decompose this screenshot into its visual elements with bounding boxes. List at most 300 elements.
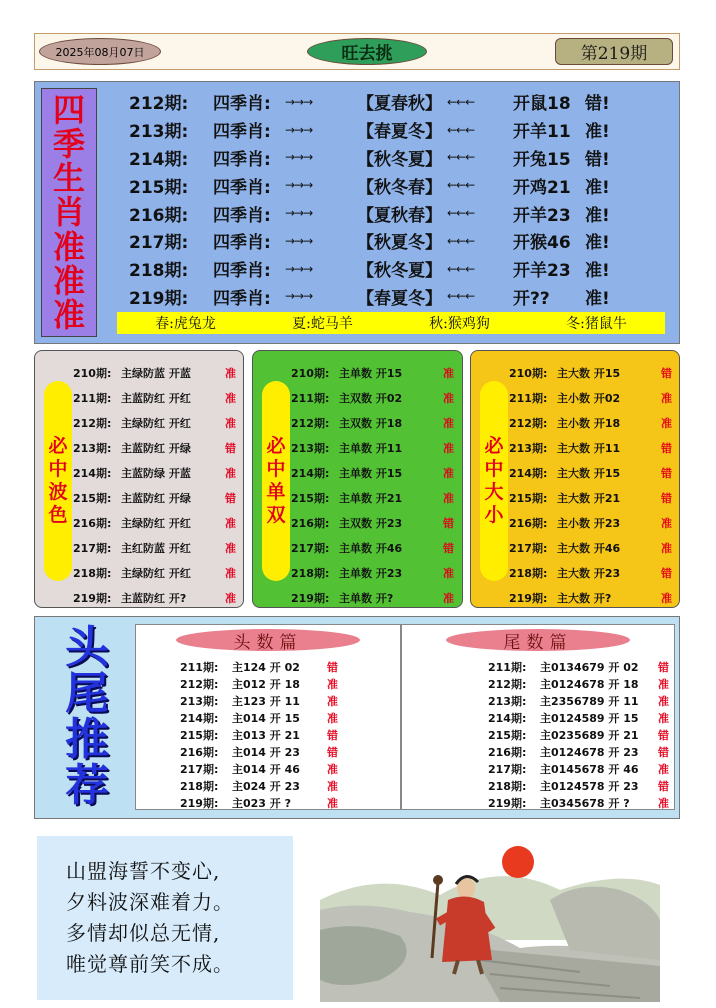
vertical-char: 准 xyxy=(52,227,85,266)
issue-number: 212期: xyxy=(291,416,330,430)
arrow-left: ←←← xyxy=(447,233,475,248)
judgement: 准 xyxy=(443,491,454,505)
judgement: 错 xyxy=(327,728,338,742)
issue-number: 211期: xyxy=(488,660,527,674)
judgement: 准 xyxy=(658,711,669,725)
judgement: 错 xyxy=(658,728,669,742)
judgement: 错 xyxy=(661,441,672,455)
prediction: 主0345678 开 ? xyxy=(540,796,630,810)
head-list xyxy=(180,658,338,811)
prediction: 主0145678 开 46 xyxy=(540,762,639,776)
issue-number: 217期: xyxy=(73,541,112,555)
prediction: 主013 开 21 xyxy=(232,728,300,742)
judgement: 准 xyxy=(661,516,672,530)
draw-result: 开羊23 xyxy=(513,261,571,282)
season-set: 【秋冬夏】 xyxy=(357,149,442,170)
judgement: 准 xyxy=(443,466,454,480)
prediction: 主023 开 ? xyxy=(232,796,292,810)
draw-result: 开?? xyxy=(513,288,550,309)
issue-number: 211期: xyxy=(180,660,219,674)
issue-number: 216期: xyxy=(291,516,330,530)
judgement: 错 xyxy=(327,745,338,759)
list-item xyxy=(73,460,241,485)
wave-color-box xyxy=(34,350,244,608)
judgement: 准 xyxy=(443,591,454,605)
issue-number: 214期: xyxy=(291,466,330,480)
list-item xyxy=(73,535,241,560)
page-title: 旺去挑 xyxy=(307,38,427,65)
issue-number: 218期: xyxy=(509,566,548,580)
issue-number: 219期: xyxy=(509,591,548,605)
prediction: 主123 开 11 xyxy=(232,694,300,708)
issue-number: 212期: xyxy=(129,94,189,115)
issue-number: 214期: xyxy=(509,466,548,480)
list-item xyxy=(509,585,677,610)
prediction: 主0124578 开 23 xyxy=(540,779,639,793)
poem-box xyxy=(37,836,293,1000)
list-item xyxy=(180,760,338,777)
legend-autumn: 秋:猴鸡狗 xyxy=(429,316,490,332)
list-item xyxy=(291,435,459,460)
list-item xyxy=(488,709,669,726)
judgement: 准! xyxy=(585,233,610,254)
issue-number: 210期: xyxy=(509,366,548,380)
judgement: 错 xyxy=(658,660,669,674)
big-small-vertical-title xyxy=(480,381,508,581)
vertical-char: 季 xyxy=(52,125,85,164)
judgement: 准! xyxy=(585,288,610,309)
judgement: 错 xyxy=(443,516,454,530)
issue-number: 211期: xyxy=(509,391,548,405)
row-label: 四季肖: xyxy=(213,177,271,198)
prediction: 主红防蓝 开红 xyxy=(121,541,191,555)
vertical-char: 四 xyxy=(52,91,85,130)
head-tail-vertical-title xyxy=(45,622,129,811)
prediction: 主大数 开15 xyxy=(557,366,621,380)
issue-number: 219期: xyxy=(488,796,527,810)
prediction: 主小数 开23 xyxy=(557,516,621,530)
judgement: 错 xyxy=(225,441,236,455)
prediction: 主绿防蓝 开蓝 xyxy=(121,366,191,380)
list-item xyxy=(73,585,241,610)
season-set: 【秋夏冬】 xyxy=(357,233,442,254)
season-set: 【秋冬春】 xyxy=(357,177,442,198)
list-item xyxy=(488,726,669,743)
list-item xyxy=(291,410,459,435)
judgement: 准 xyxy=(658,694,669,708)
vertical-char: 必 xyxy=(266,435,286,458)
issue-number: 219期: xyxy=(291,591,330,605)
list-item xyxy=(180,726,338,743)
judgement: 错! xyxy=(585,149,610,170)
judgement: 准 xyxy=(225,566,236,580)
four-season-list xyxy=(129,88,669,310)
prediction: 主0124678 开 18 xyxy=(540,677,639,691)
four-season-row xyxy=(129,171,669,199)
judgement: 错 xyxy=(661,566,672,580)
issue-number: 216期: xyxy=(129,205,189,226)
four-season-row xyxy=(129,255,669,283)
list-item xyxy=(509,360,677,385)
issue-number: 213期: xyxy=(291,441,330,455)
list-item xyxy=(488,794,669,811)
odd-even-list xyxy=(291,360,459,610)
arrow-left: ←←← xyxy=(447,206,475,221)
issue-number: 216期: xyxy=(509,516,548,530)
judgement: 准 xyxy=(225,391,236,405)
legend-spring: 春:虎兔龙 xyxy=(155,316,216,332)
judgement: 准 xyxy=(225,591,236,605)
prediction: 主绿防红 开红 xyxy=(121,516,191,530)
prediction: 主124 开 02 xyxy=(232,660,300,674)
vertical-char: 中 xyxy=(266,458,286,481)
odd-even-vertical-title xyxy=(262,381,290,581)
judgement: 准! xyxy=(585,122,610,143)
list-item xyxy=(509,410,677,435)
four-season-row xyxy=(129,283,669,311)
prediction: 主大数 开15 xyxy=(557,466,621,480)
legend-winter: 冬:猪鼠牛 xyxy=(566,316,627,332)
issue-number: 215期: xyxy=(291,491,330,505)
poem-line: 夕料波深难着力。 xyxy=(66,890,234,914)
list-item xyxy=(291,535,459,560)
judgement: 准 xyxy=(225,516,236,530)
draw-result: 开羊23 xyxy=(513,205,571,226)
vertical-char: 色 xyxy=(48,503,68,526)
vertical-char: 中 xyxy=(484,458,504,481)
arrow-right: →→→ xyxy=(285,261,313,276)
issue-number: 217期: xyxy=(180,762,219,776)
row-label: 四季肖: xyxy=(213,261,271,282)
arrow-right: →→→ xyxy=(285,289,313,304)
issue-number: 213期: xyxy=(488,694,527,708)
issue-number: 218期: xyxy=(291,566,330,580)
prediction: 主单数 开15 xyxy=(339,366,403,380)
issue-number: 214期: xyxy=(73,466,112,480)
tail-number-card xyxy=(401,624,675,810)
list-item xyxy=(509,435,677,460)
list-item xyxy=(291,460,459,485)
list-item xyxy=(509,385,677,410)
vertical-char: 必 xyxy=(48,435,68,458)
legend-summer: 夏:蛇马羊 xyxy=(292,316,353,332)
prediction: 主大数 开? xyxy=(557,591,612,605)
tail-list xyxy=(488,658,669,811)
prediction: 主024 开 23 xyxy=(232,779,300,793)
judgement: 准 xyxy=(443,391,454,405)
prediction: 主0134679 开 02 xyxy=(540,660,639,674)
four-season-row xyxy=(129,227,669,255)
judgement: 错 xyxy=(327,660,338,674)
issue-number: 216期: xyxy=(488,745,527,759)
head-number-card xyxy=(135,624,401,810)
issue-number: 212期: xyxy=(509,416,548,430)
judgement: 准 xyxy=(658,762,669,776)
issue-number: 218期: xyxy=(73,566,112,580)
list-item xyxy=(291,385,459,410)
vertical-char: 生 xyxy=(52,159,85,198)
big-small-list xyxy=(509,360,677,610)
list-item xyxy=(180,743,338,760)
judgement: 准! xyxy=(585,205,610,226)
list-item xyxy=(180,777,338,794)
prediction: 主单数 开? xyxy=(339,591,394,605)
issue-number: 219期: xyxy=(73,591,112,605)
prediction: 主单数 开21 xyxy=(339,491,403,505)
judgement: 准! xyxy=(585,261,610,282)
list-item xyxy=(488,692,669,709)
list-item xyxy=(291,585,459,610)
judgement: 准 xyxy=(443,566,454,580)
arrow-left: ←←← xyxy=(447,150,475,165)
list-item xyxy=(73,360,241,385)
judgement: 准 xyxy=(225,416,236,430)
season-set: 【夏秋春】 xyxy=(357,205,442,226)
vertical-char: 小 xyxy=(484,503,504,526)
row-label: 四季肖: xyxy=(213,205,271,226)
header-bar xyxy=(34,33,680,70)
prediction: 主大数 开21 xyxy=(557,491,621,505)
arrow-right: →→→ xyxy=(285,178,313,193)
issue-number: 214期: xyxy=(488,711,527,725)
list-item xyxy=(180,675,338,692)
judgement: 错 xyxy=(661,491,672,505)
prediction: 主双数 开02 xyxy=(339,391,403,405)
list-item xyxy=(180,658,338,675)
issue-number: 218期: xyxy=(180,779,219,793)
vertical-char: 双 xyxy=(266,503,286,526)
row-label: 四季肖: xyxy=(213,94,271,115)
issue-number: 215期: xyxy=(180,728,219,742)
issue-number: 218期: xyxy=(129,261,189,282)
list-item xyxy=(180,794,338,811)
judgement: 准 xyxy=(658,796,669,810)
vertical-char: 荐 xyxy=(65,760,109,811)
prediction: 主0124589 开 15 xyxy=(540,711,639,725)
prediction: 主014 开 46 xyxy=(232,762,300,776)
vertical-char: 准 xyxy=(52,261,85,300)
row-label: 四季肖: xyxy=(213,233,271,254)
judgement: 准 xyxy=(443,441,454,455)
prediction: 主蓝防红 开红 xyxy=(121,391,191,405)
judgement: 准 xyxy=(661,591,672,605)
judgement: 准! xyxy=(585,177,610,198)
judgement: 错 xyxy=(225,491,236,505)
list-item xyxy=(291,485,459,510)
issue-number: 217期: xyxy=(129,233,189,254)
prediction: 主单数 开23 xyxy=(339,566,403,580)
prediction: 主0235689 开 21 xyxy=(540,728,639,742)
issue-number: 211期: xyxy=(291,391,330,405)
season-set: 【秋冬夏】 xyxy=(357,261,442,282)
season-set: 【夏春秋】 xyxy=(357,94,442,115)
four-season-row xyxy=(129,144,669,172)
list-item xyxy=(488,777,669,794)
date-badge: 2025年08月07日 xyxy=(39,38,161,65)
issue-number: 215期: xyxy=(129,177,189,198)
list-item xyxy=(73,485,241,510)
judgement: 准 xyxy=(327,779,338,793)
list-item xyxy=(73,560,241,585)
issue-number: 215期: xyxy=(488,728,527,742)
issue-number: 216期: xyxy=(180,745,219,759)
row-label: 四季肖: xyxy=(213,149,271,170)
judgement: 准 xyxy=(327,677,338,691)
issue-number: 215期: xyxy=(509,491,548,505)
issue-number: 213期: xyxy=(73,441,112,455)
vertical-char: 尾 xyxy=(65,668,109,719)
issue-number: 217期: xyxy=(291,541,330,555)
vertical-char: 准 xyxy=(52,295,85,334)
list-item xyxy=(73,435,241,460)
judgement: 准 xyxy=(661,416,672,430)
season-legend xyxy=(117,312,665,334)
judgement: 错 xyxy=(661,366,672,380)
judgement: 准 xyxy=(225,366,236,380)
issue-number: 211期: xyxy=(73,391,112,405)
list-item xyxy=(73,510,241,535)
arrow-left: ←←← xyxy=(447,122,475,137)
prediction: 主大数 开46 xyxy=(557,541,621,555)
prediction: 主绿防红 开红 xyxy=(121,416,191,430)
poem-line: 山盟海誓不变心, xyxy=(66,859,221,883)
prediction: 主单数 开46 xyxy=(339,541,403,555)
issue-number: 217期: xyxy=(488,762,527,776)
prediction: 主大数 开11 xyxy=(557,441,621,455)
issue-number: 219期: xyxy=(129,288,189,309)
four-season-section xyxy=(34,81,680,344)
prediction: 主014 开 15 xyxy=(232,711,300,725)
issue-number: 210期: xyxy=(73,366,112,380)
odd-even-box xyxy=(252,350,463,608)
prediction: 主小数 开02 xyxy=(557,391,621,405)
list-item xyxy=(291,510,459,535)
arrow-right: →→→ xyxy=(285,233,313,248)
row-label: 四季肖: xyxy=(213,288,271,309)
big-small-box xyxy=(470,350,680,608)
list-item xyxy=(488,675,669,692)
arrow-right: →→→ xyxy=(285,94,313,109)
list-item xyxy=(509,535,677,560)
prediction: 主012 开 18 xyxy=(232,677,300,691)
issue-number: 213期: xyxy=(180,694,219,708)
prediction: 主蓝防绿 开蓝 xyxy=(121,466,191,480)
judgement: 准 xyxy=(225,466,236,480)
issue-badge: 第219期 xyxy=(555,38,673,65)
judgement: 准 xyxy=(327,762,338,776)
issue-number: 212期: xyxy=(180,677,219,691)
list-item xyxy=(180,692,338,709)
draw-result: 开羊11 xyxy=(513,122,571,143)
arrow-left: ←←← xyxy=(447,178,475,193)
judgement: 准 xyxy=(661,391,672,405)
wave-vertical-title xyxy=(44,381,72,581)
judgement: 准 xyxy=(658,677,669,691)
judgement: 准 xyxy=(225,541,236,555)
list-item xyxy=(73,385,241,410)
issue-number: 218期: xyxy=(488,779,527,793)
prediction: 主014 开 23 xyxy=(232,745,300,759)
vertical-char: 肖 xyxy=(52,193,85,232)
judgement: 准 xyxy=(327,711,338,725)
judgement: 错! xyxy=(585,94,610,115)
season-set: 【春夏冬】 xyxy=(357,288,442,309)
head-tail-section xyxy=(34,616,680,819)
issue-number: 213期: xyxy=(509,441,548,455)
issue-number: 212期: xyxy=(73,416,112,430)
judgement: 准 xyxy=(327,694,338,708)
judgement: 准 xyxy=(443,416,454,430)
arrow-right: →→→ xyxy=(285,150,313,165)
list-item xyxy=(291,360,459,385)
four-season-row xyxy=(129,88,669,116)
draw-result: 开鸡21 xyxy=(513,177,571,198)
issue-number: 213期: xyxy=(129,122,189,143)
arrow-right: →→→ xyxy=(285,122,313,137)
sage-illustration xyxy=(320,840,660,1002)
prediction: 主2356789 开 11 xyxy=(540,694,639,708)
arrow-right: →→→ xyxy=(285,206,313,221)
arrow-left: ←←← xyxy=(447,261,475,276)
poem-line: 唯觉尊前笑不成。 xyxy=(66,952,234,976)
prediction: 主双数 开23 xyxy=(339,516,403,530)
prediction: 主单数 开15 xyxy=(339,466,403,480)
arrow-left: ←←← xyxy=(447,289,475,304)
arrow-left: ←←← xyxy=(447,94,475,109)
prediction: 主蓝防红 开绿 xyxy=(121,491,191,505)
wave-list xyxy=(73,360,241,610)
draw-result: 开猴46 xyxy=(513,233,571,254)
vertical-char: 必 xyxy=(484,435,504,458)
judgement: 错 xyxy=(658,745,669,759)
list-item xyxy=(509,560,677,585)
list-item xyxy=(509,510,677,535)
list-item xyxy=(291,560,459,585)
list-item xyxy=(509,485,677,510)
issue-number: 215期: xyxy=(73,491,112,505)
judgement: 准 xyxy=(661,541,672,555)
row-label: 四季肖: xyxy=(213,122,271,143)
list-item xyxy=(488,743,669,760)
list-item xyxy=(73,410,241,435)
issue-number: 219期: xyxy=(180,796,219,810)
vertical-char: 波 xyxy=(48,481,68,503)
season-set: 【春夏冬】 xyxy=(357,122,442,143)
issue-number: 216期: xyxy=(73,516,112,530)
judgement: 错 xyxy=(443,541,454,555)
tail-card-title: 尾数篇 xyxy=(446,629,630,651)
judgement: 错 xyxy=(661,466,672,480)
list-item xyxy=(488,658,669,675)
prediction: 主双数 开18 xyxy=(339,416,403,430)
prediction: 主小数 开18 xyxy=(557,416,621,430)
vertical-char: 头 xyxy=(65,622,109,673)
list-item xyxy=(488,760,669,777)
prediction: 主大数 开23 xyxy=(557,566,621,580)
prediction: 主蓝防红 开绿 xyxy=(121,441,191,455)
list-item xyxy=(509,460,677,485)
judgement: 错 xyxy=(658,779,669,793)
four-season-row xyxy=(129,199,669,227)
list-item xyxy=(180,709,338,726)
poem-line: 多情却似总无情, xyxy=(66,921,221,945)
prediction: 主0124678 开 23 xyxy=(540,745,639,759)
judgement: 准 xyxy=(443,366,454,380)
prediction: 主蓝防红 开? xyxy=(121,591,187,605)
issue-number: 214期: xyxy=(180,711,219,725)
vertical-char: 中 xyxy=(48,458,68,481)
vertical-char: 推 xyxy=(65,714,109,765)
